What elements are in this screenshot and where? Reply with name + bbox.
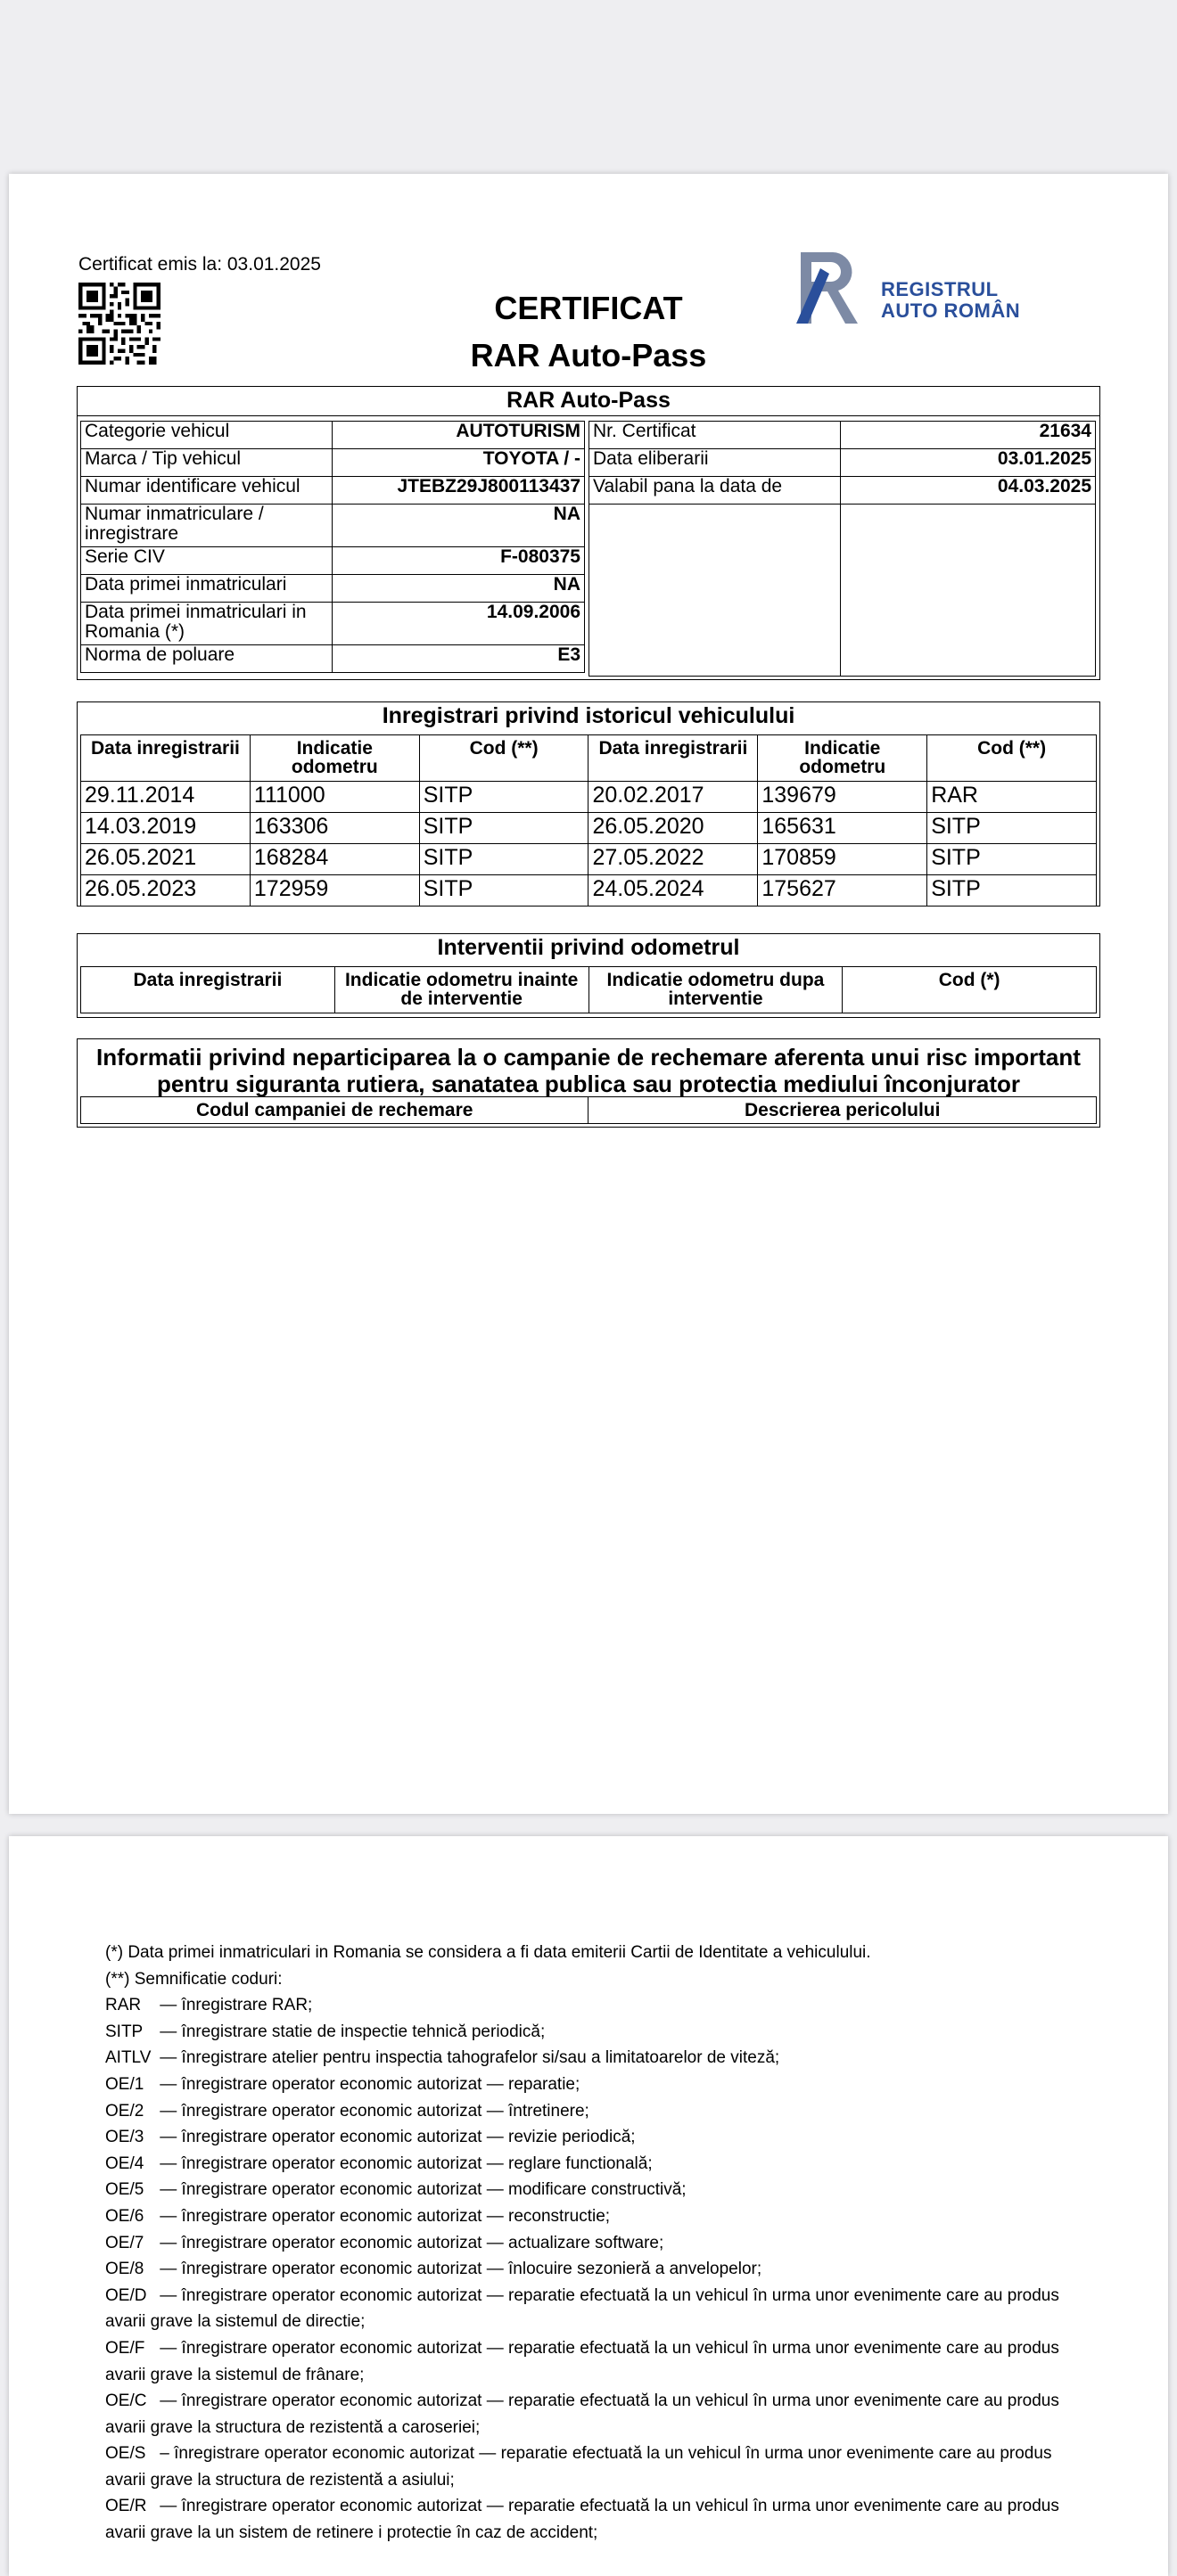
code-description: — înregistrare operator economic autorizat — modificare constructivă; <box>160 2180 687 2200</box>
column-header: Data inregistrarii <box>588 735 758 782</box>
certificate-title: CERTIFICAT <box>494 290 683 326</box>
code-name: SITP <box>105 2022 144 2041</box>
vehicle-details-table <box>80 421 585 673</box>
vehicle-row <box>81 575 585 603</box>
certificate-row <box>589 477 1096 505</box>
certificate-details-table <box>588 421 1096 677</box>
code-definition <box>105 2335 1068 2388</box>
code-name: RAR <box>105 1996 142 2015</box>
field-value: TOYOTA / - <box>333 449 585 477</box>
code-description: — înregistrare operator economic autorizat — actualizare software; <box>160 2233 664 2252</box>
vehicle-row <box>81 477 585 505</box>
table-cell: 170859 <box>758 844 927 875</box>
table-cell: RAR <box>927 782 1097 813</box>
column-header: Cod (**) <box>927 735 1097 782</box>
code-definition <box>105 2124 1068 2151</box>
logo-line-2: AUTO ROMÂN <box>881 299 1021 322</box>
field-value: 04.03.2025 <box>841 477 1096 505</box>
recall-campaign-section <box>77 1038 1100 1128</box>
table-cell: 175627 <box>758 875 927 907</box>
footnotes <box>105 1940 1068 2547</box>
code-definition <box>105 2071 1068 2098</box>
code-definition <box>105 2493 1068 2546</box>
empty-cell <box>841 505 1096 677</box>
table-cell: 14.03.2019 <box>81 813 251 844</box>
code-name: OE/5 <box>105 2180 144 2200</box>
code-definition <box>105 1992 1068 2019</box>
history-section <box>77 701 1100 907</box>
field-label: Data eliberarii <box>589 449 841 477</box>
certificate-row <box>589 422 1096 449</box>
code-name: OE/3 <box>105 2128 144 2147</box>
table-cell: 172959 <box>250 875 419 907</box>
certificate-page-1 <box>9 174 1168 1814</box>
code-description: — înregistrare operator economic autorizat — revizie periodică; <box>160 2128 636 2147</box>
rar-logo <box>794 247 1034 327</box>
code-name: OE/1 <box>105 2074 144 2094</box>
code-name: OE/7 <box>105 2233 144 2252</box>
table-cell: 139679 <box>758 782 927 813</box>
table-cell: SITP <box>419 813 588 844</box>
odometer-section <box>77 933 1100 1018</box>
certificate-page-2 <box>9 1836 1168 2576</box>
certificate-row <box>589 449 1096 477</box>
history-header-row <box>81 735 1097 782</box>
footnote-codes-heading: (**) Semnificatie coduri: <box>105 1969 283 1989</box>
table-cell: SITP <box>927 875 1097 907</box>
table-cell: SITP <box>419 875 588 907</box>
column-header: Descrierea pericolului <box>588 1097 1097 1124</box>
table-cell: 29.11.2014 <box>81 782 251 813</box>
table-cell: 111000 <box>250 782 419 813</box>
empty-cell <box>589 505 841 677</box>
column-header: Indicatie odometru inainte de interventie <box>334 967 588 1013</box>
field-value: E3 <box>333 645 585 673</box>
code-description: — înregistrare operator economic autorizat — reparatie efectuată la un vehicul în urma unor evenimente care au produs avarii grave la structura de rezistentă a caroseriei; <box>105 2391 1059 2437</box>
code-definition <box>105 2283 1068 2335</box>
field-value: F-080375 <box>333 547 585 575</box>
field-value: NA <box>333 575 585 603</box>
certificate-subtitle: RAR Auto-Pass <box>470 337 707 373</box>
recall-campaign-title: Informatii privind neparticiparea la o campanie de rechemare aferenta unui risc important pentru siguranta rutiera, sanatatea publica sau protectia mediului înconjurator <box>96 1044 1081 1097</box>
field-label: Serie CIV <box>81 547 333 575</box>
code-definition <box>105 2230 1068 2257</box>
field-value: 03.01.2025 <box>841 449 1096 477</box>
table-cell: 24.05.2024 <box>588 875 758 907</box>
column-header: Indicatie odometru <box>250 735 419 782</box>
field-value: JTEBZ29J800113437 <box>333 477 585 505</box>
column-header: Cod (*) <box>843 967 1097 1013</box>
code-definition <box>105 2256 1068 2283</box>
field-label: Numar identificare vehicul <box>81 477 333 505</box>
field-value: NA <box>333 505 585 547</box>
code-description: — înregistrare RAR; <box>160 1996 313 2015</box>
table-cell: 26.05.2021 <box>81 844 251 875</box>
code-name: OE/4 <box>105 2154 144 2173</box>
odometer-table <box>80 966 1097 1013</box>
code-description: — înregistrare statie de inspectie tehnică periodică; <box>160 2022 546 2041</box>
column-header: Indicatie odometru dupa interventie <box>588 967 843 1013</box>
vehicle-row <box>81 505 585 547</box>
field-label: Data primei inmatriculari in Romania (*) <box>81 603 333 645</box>
vehicle-row <box>81 603 585 645</box>
field-label: Marca / Tip vehicul <box>81 449 333 477</box>
column-header: Cod (**) <box>419 735 588 782</box>
table-cell: 26.05.2023 <box>81 875 251 907</box>
table-cell: 163306 <box>250 813 419 844</box>
table-cell: 26.05.2020 <box>588 813 758 844</box>
field-label: Data primei inmatriculari <box>81 575 333 603</box>
code-description: — înregistrare operator economic autorizat — înlocuire sezonieră a anvelopelor; <box>160 2260 762 2279</box>
column-header: Data inregistrarii <box>81 967 335 1013</box>
table-cell: 165631 <box>758 813 927 844</box>
logo-line-1: REGISTRUL <box>881 278 999 300</box>
table-cell: SITP <box>419 782 588 813</box>
odometer-header-row <box>81 967 1097 1013</box>
table-cell: SITP <box>419 844 588 875</box>
code-definition <box>105 2441 1068 2493</box>
code-description: — înregistrare operator economic autorizat — reparatie efectuată la un vehicul în urma unor evenimente care au produs avarii grave la sistemul de frânare; <box>105 2338 1059 2384</box>
code-description: — înregistrare operator economic autorizat — întretinere; <box>160 2101 589 2121</box>
table-row <box>81 782 1097 813</box>
field-label: Valabil pana la data de <box>589 477 841 505</box>
code-definition <box>105 2098 1068 2125</box>
code-name: OE/S <box>105 2444 146 2464</box>
field-label: Numar inmatriculare / inregistrare <box>81 505 333 547</box>
history-table <box>80 734 1097 907</box>
table-cell: 20.02.2017 <box>588 782 758 813</box>
vehicle-row <box>81 645 585 673</box>
code-name: OE/2 <box>105 2101 144 2121</box>
issued-date: Certificat emis la: 03.01.2025 <box>78 254 321 275</box>
odometer-title: Interventii privind odometrul <box>437 935 740 960</box>
code-description: — înregistrare operator economic autorizat — reconstructie; <box>160 2206 611 2226</box>
code-name: OE/R <box>105 2497 147 2516</box>
vehicle-row <box>81 422 585 449</box>
rar-logo-icon <box>794 247 876 327</box>
vehicle-row <box>81 547 585 575</box>
table-row <box>81 844 1097 875</box>
code-name: OE/F <box>105 2338 145 2358</box>
code-description: — înregistrare operator economic autorizat — reparatie efectuată la un vehicul în urma unor evenimente care au produs avarii grave la sistemul de directie; <box>105 2285 1059 2332</box>
table-row <box>81 875 1097 907</box>
code-description: — înregistrare operator economic autorizat — reglare functională; <box>160 2154 653 2173</box>
code-definition <box>105 2151 1068 2178</box>
field-value: 21634 <box>841 422 1096 449</box>
code-definition <box>105 2203 1068 2230</box>
code-definition <box>105 2388 1068 2441</box>
code-name: OE/8 <box>105 2260 144 2279</box>
campaign-header-row <box>81 1097 1097 1124</box>
field-label: Norma de poluare <box>81 645 333 673</box>
column-header: Codul campaniei de rechemare <box>81 1097 588 1124</box>
recall-campaign-table <box>80 1096 1097 1124</box>
column-header: Indicatie odometru <box>758 735 927 782</box>
field-label: Nr. Certificat <box>589 422 841 449</box>
code-description: – înregistrare operator economic autorizat — reparatie efectuată la un vehicul în urma unor evenimente care au produs avarii grave la structura de rezistentă a asiului; <box>105 2444 1052 2490</box>
code-name: AITLV <box>105 2048 152 2068</box>
field-value: AUTOTURISM <box>333 422 585 449</box>
vehicle-info-title: RAR Auto-Pass <box>78 387 1099 416</box>
code-name: OE/C <box>105 2391 147 2411</box>
field-label: Categorie vehicul <box>81 422 333 449</box>
column-header: Data inregistrarii <box>81 735 251 782</box>
code-name: OE/6 <box>105 2206 144 2226</box>
table-cell: 27.05.2022 <box>588 844 758 875</box>
table-cell: SITP <box>927 813 1097 844</box>
code-description: — înregistrare operator economic autorizat — reparatie efectuată la un vehicul în urma unor evenimente care au produs avarii grave la un sistem de retinere i protectie în caz de accident; <box>105 2497 1059 2543</box>
code-definition <box>105 2045 1068 2071</box>
code-definition <box>105 2177 1068 2203</box>
table-cell: SITP <box>927 844 1097 875</box>
code-definition <box>105 2019 1068 2046</box>
logo-text <box>881 279 1020 322</box>
footnote-first-registration: (*) Data primei inmatriculari in Romania se considera a fi data emiterii Cartii de Identitate a vehiculului. <box>105 1943 871 1962</box>
field-value: 14.09.2006 <box>333 603 585 645</box>
history-title: Inregistrari privind istoricul vehiculului <box>382 703 795 728</box>
certificate-row <box>589 505 1096 677</box>
vehicle-info-section <box>77 386 1100 680</box>
code-description: — înregistrare operator economic autorizat — reparatie; <box>160 2074 580 2094</box>
code-name: OE/D <box>105 2285 147 2305</box>
vehicle-row <box>81 449 585 477</box>
code-description: — înregistrare atelier pentru inspectia tahografelor si/sau a limitatoarelor de viteză; <box>160 2048 780 2068</box>
table-cell: 168284 <box>250 844 419 875</box>
table-row <box>81 813 1097 844</box>
